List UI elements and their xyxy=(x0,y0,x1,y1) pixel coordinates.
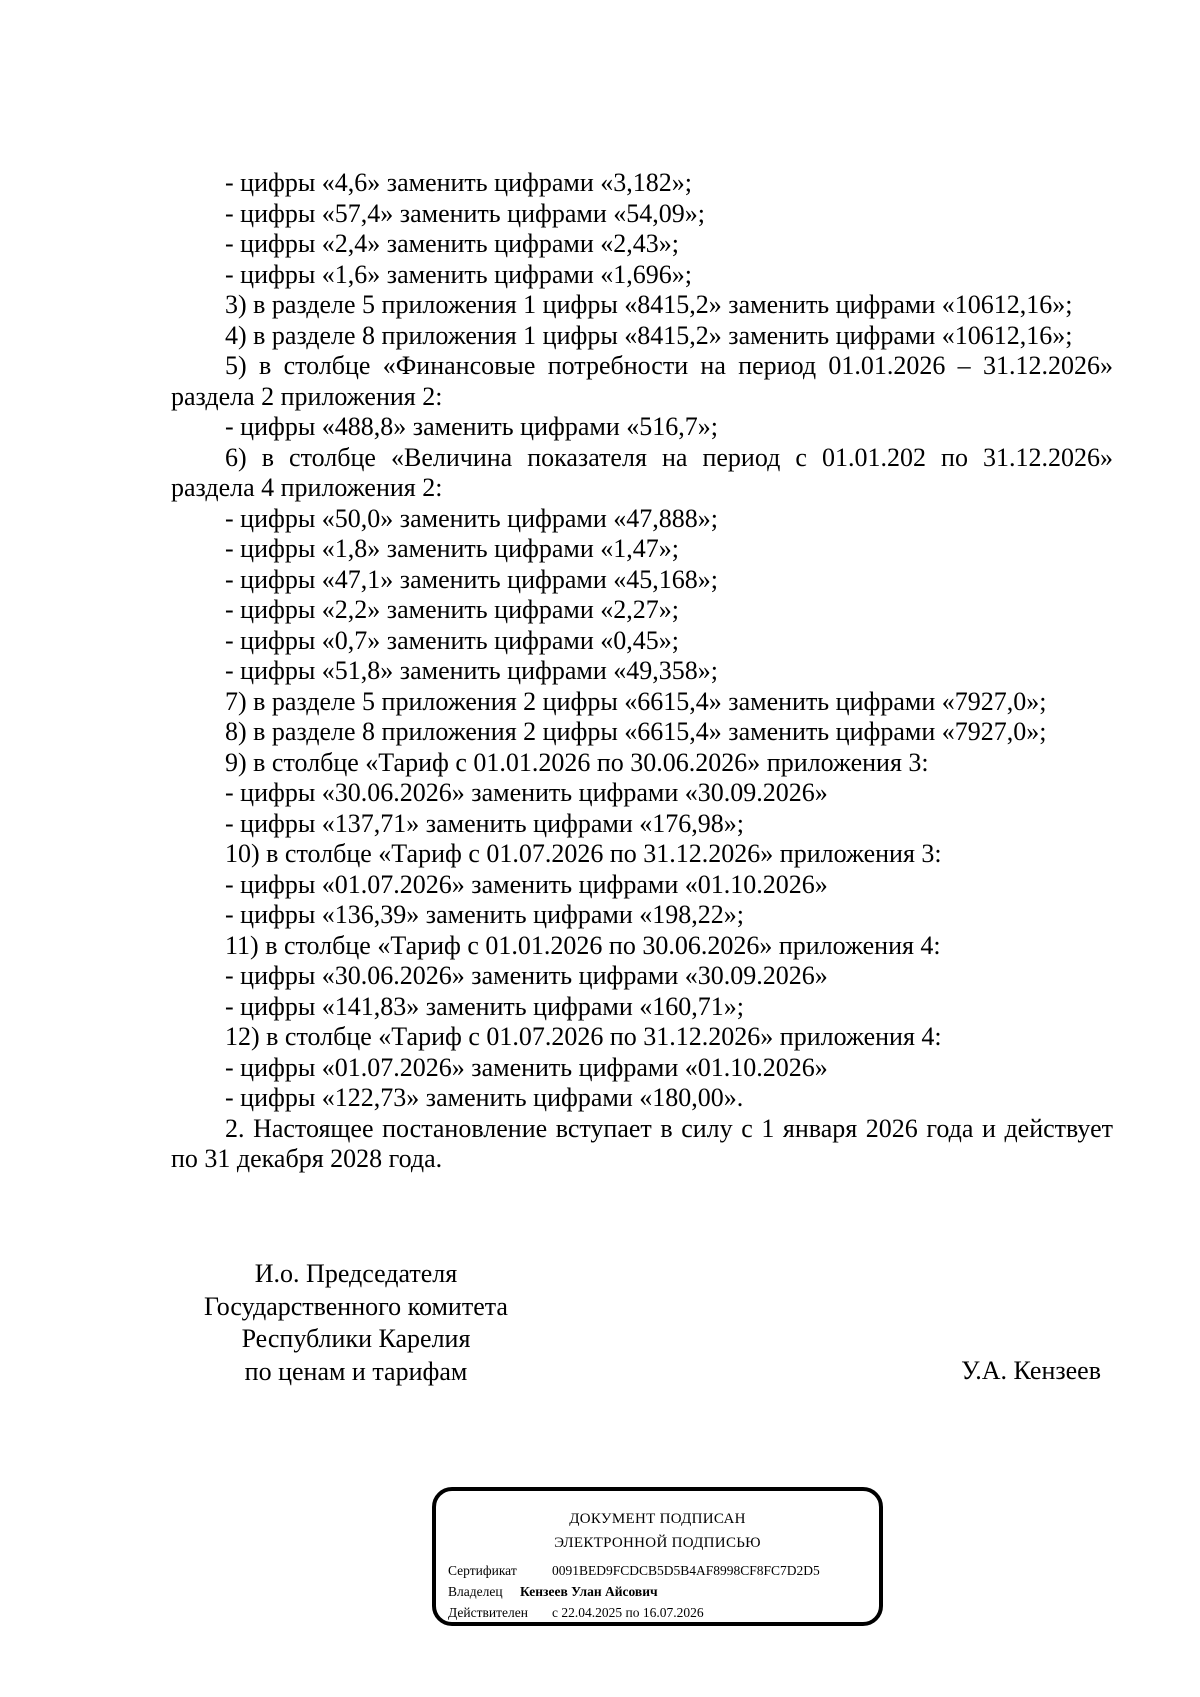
stamp-header-line: ЭЛЕКТРОННОЙ ПОДПИСЬЮ xyxy=(554,1535,761,1551)
stamp-owner-value: Кензеев Улан Айсович xyxy=(520,1584,658,1599)
amendment-item-6: 6) в столбце «Величина показателя на период с 01.01.202 по 31.12.2026» раздела 4 приложения 2: xyxy=(171,442,1113,502)
stamp-certificate-value: 0091BED9FCDCB5D5B4AF8998CF8FC7D2D5 xyxy=(552,1563,820,1578)
document-body xyxy=(171,168,1113,1175)
stamp-validity-row xyxy=(448,1605,704,1621)
signatory-name: У.А. Кензеев xyxy=(961,1356,1101,1385)
signatory-title-line: И.о. Председателя xyxy=(254,1259,458,1288)
signatory-title-line: Республики Карелия xyxy=(241,1324,471,1353)
signatory-title-line: по ценам и тарифам xyxy=(244,1356,468,1386)
signature-block xyxy=(171,1258,1113,1398)
amendment-item-12: 12) в столбце «Тариф с 01.07.2026 по 31.12.2026» приложения 4: xyxy=(225,1022,942,1051)
stamp-header xyxy=(436,1507,879,1555)
amendment-line: - цифры «4,6» заменить цифрами «3,182»; xyxy=(225,168,692,197)
amendment-item-9: 9) в столбце «Тариф с 01.01.2026 по 30.06.2026» приложения 3: xyxy=(225,747,929,777)
amendment-item-3: 3) в разделе 5 приложения 1 цифры «8415,2» заменить цифрами «10612,16»; xyxy=(225,290,1073,319)
amendment-line: - цифры «122,73» заменить цифрами «180,00». xyxy=(225,1083,744,1112)
amendment-item-11: 11) в столбце «Тариф с 01.01.2026 по 30.06.2026» приложения 4: xyxy=(225,930,941,960)
effective-date-paragraph: 2. Настоящее постановление вступает в силу с 1 января 2026 года и действует по 31 декабря 2028 года. xyxy=(171,1113,1113,1173)
stamp-owner-row xyxy=(448,1584,658,1600)
stamp-certificate-label: Сертификат xyxy=(448,1563,517,1578)
amendment-line: - цифры «30.06.2026» заменить цифрами «30.09.2026» xyxy=(225,961,828,990)
amendment-line: - цифры «141,83» заменить цифрами «160,71»; xyxy=(225,991,744,1021)
amendment-line: - цифры «47,1» заменить цифрами «45,168»; xyxy=(225,564,718,594)
amendment-item-5: 5) в столбце «Финансовые потребности на период 01.01.2026 – 31.12.2026» раздела 2 приложения 2: xyxy=(171,351,1113,411)
amendment-line: - цифры «0,7» заменить цифрами «0,45»; xyxy=(225,625,679,655)
stamp-header-line: ДОКУМЕНТ ПОДПИСАН xyxy=(569,1511,746,1527)
amendment-line: - цифры «2,2» заменить цифрами «2,27»; xyxy=(225,595,679,624)
stamp-validity-value: с 22.04.2025 по 16.07.2026 xyxy=(552,1605,704,1620)
amendment-item-10: 10) в столбце «Тариф с 01.07.2026 по 31.12.2026» приложения 3: xyxy=(225,839,942,868)
signatory-title-line: Государственного комитета xyxy=(204,1291,508,1321)
amendment-item-4: 4) в разделе 8 приложения 1 цифры «8415,2» заменить цифрами «10612,16»; xyxy=(225,320,1073,350)
electronic-signature-stamp xyxy=(432,1487,883,1626)
amendment-line: - цифры «488,8» заменить цифрами «516,7»; xyxy=(225,412,718,441)
amendment-line: - цифры «1,6» заменить цифрами «1,696»; xyxy=(225,259,692,289)
amendment-line: - цифры «50,0» заменить цифрами «47,888»; xyxy=(225,503,718,533)
amendment-line: - цифры «51,8» заменить цифрами «49,358»; xyxy=(225,656,718,685)
amendment-line: - цифры «1,8» заменить цифрами «1,47»; xyxy=(225,534,679,563)
amendment-line: - цифры «57,4» заменить цифрами «54,09»; xyxy=(225,198,705,228)
stamp-validity-label: Действителен xyxy=(448,1605,528,1620)
amendment-line: - цифры «30.06.2026» заменить цифрами «30.09.2026» xyxy=(225,778,828,807)
amendment-line: - цифры «2,4» заменить цифрами «2,43»; xyxy=(225,229,679,258)
amendment-line: - цифры «01.07.2026» заменить цифрами «01.10.2026» xyxy=(225,869,828,899)
signatory-title xyxy=(171,1258,541,1388)
stamp-owner-label: Владелец xyxy=(448,1584,503,1599)
amendment-item-7: 7) в разделе 5 приложения 2 цифры «6615,4» заменить цифрами «7927,0»; xyxy=(225,686,1047,716)
stamp-certificate-row xyxy=(448,1563,820,1579)
amendment-line: - цифры «137,71» заменить цифрами «176,98»; xyxy=(225,808,744,838)
amendment-line: - цифры «01.07.2026» заменить цифрами «01.10.2026» xyxy=(225,1052,828,1082)
amendment-line: - цифры «136,39» заменить цифрами «198,22»; xyxy=(225,900,744,929)
amendment-item-8: 8) в разделе 8 приложения 2 цифры «6615,4» заменить цифрами «7927,0»; xyxy=(225,717,1047,746)
